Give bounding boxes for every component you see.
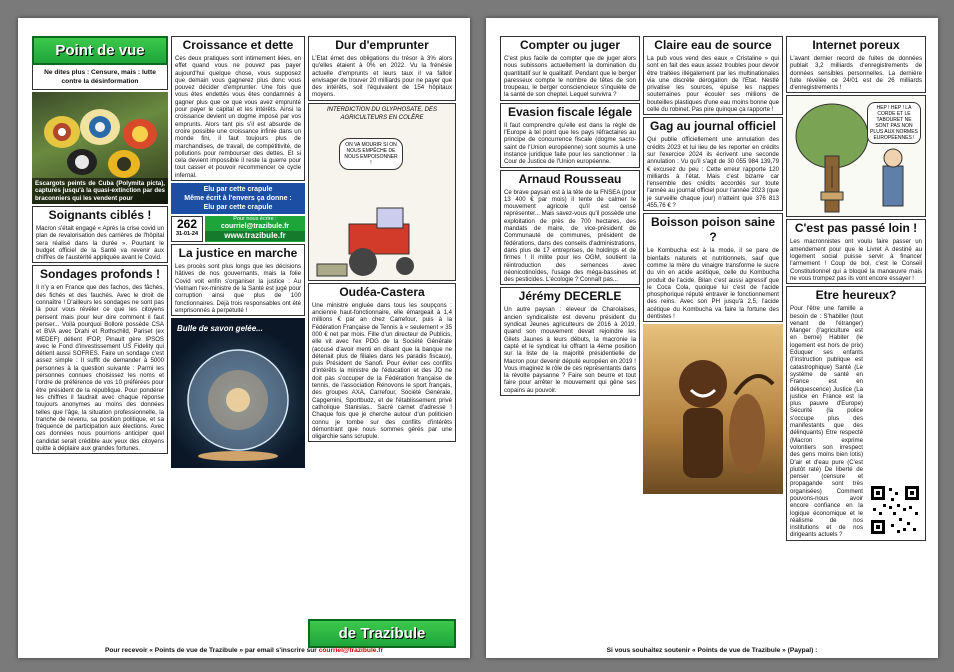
oudea-title: Oudéa-Castera xyxy=(339,284,425,299)
decerle-article xyxy=(500,287,640,396)
website-link[interactable]: www.trazibule.fr xyxy=(205,231,305,241)
eau-body: La pub vous vend des eaux « Cristaline » qui sont en fait des eaux assez troubles pour devoir être traitées illégalement par les multinationales via une discrète dérogation de l'Etat. Nestlé privatise les sources, épuise les nappes souterraines pour écouler ses millions de bouteilles plastiques d'une eau moins bonne que celle du robinet. Pas pire quinque ça rapporte ! xyxy=(647,55,779,114)
oudea-body: Une ministre engluée dans tous les soupçons : ancienne haut-fonctionnaire, elle émargeait à 1,4 millions € par an chez Carrefour, puis à la Fédération Française de Tennis à « seulement » 35 000 € net par mois. Fille d'un directeur de Publicis, elle vit avec l'ex PDG de la Société Générale (accusé d'avoir menti en disant que la banque ne détenait plus de filiales dans les paradis fiscaux), puis Président de Sanofi. Pour éviter ces conflits d'intérêts la ministre de l'éducation et des JO ne doit pas s'occuper de la Fédération française de tennis, de l'association Rénovons le sport français, des groupes AXA, Carrefour, Société Générale, Capgemini, Sportbudz, et de l'établissement privé catholique Stanislas.. Sacré carnet d'adresse ! Chaque fois que je cherche autour d'un politicien connu je tombe sur des conflits d'intérêts démontrant que nous sommes gérés par une oligarchie sans scrupule. xyxy=(312,301,452,441)
glyphosate-cartoon xyxy=(308,103,456,281)
oudea-article xyxy=(308,283,456,443)
emprunt-article xyxy=(308,36,456,101)
poreux-title: Internet poreux xyxy=(812,38,900,52)
left-column-1 xyxy=(32,36,168,648)
rousseau-body: Ce brave paysan est à la tête de la FNSEA (pour 13 400 € par mois) il tente de calmer le mouvement agricole qu'il est censé représenter... Mais savez-vous qu'il possède une exploitation de près de 700 hectares, des mandats de maire, de vice-président de Communauté de communes, président de fédérations, dans des conseils d'administrations, dans plus de 17 entreprises, de holdings et de firmes ! Il milite pour les OGM, soutient la réintroduction des semences avec néonicotinoïdes, l'usage des méga-bassines et des pesticides. L'écologie ? Connaît pas... xyxy=(504,188,636,284)
tagline-box xyxy=(32,65,168,90)
sondages-body: Il n'y a en France que des fachos, des fâchés, des fichés et des fauchés. Avec le droit de connaître ! D'ailleurs les sondages ne sont pas là pour vous révéler ce que les citoyens pensent mais pour leur dire comment il faut penser... Voilà pourquoi Bolloré possède CSA et BVA avec Drahi et Rothschild, Pariset (ex MEDEF) détient IFOP, Pinault gère IPSOS avec le Fond d'investissement US Fidelity qui détient aussi SOFRES. Faire un sondage c'est assez simple : Il suffit de demander à 5000 personnes à la question suivante : Parmi les personnes connues choisissez les noms et l'ordre de préférence de vos 10 préférées pour être président de la république. Pour pondérer les chiffres il faudrait avec chaque réponse toujours anonymes au moins des données telles que l'âge, la situation professionnelle, la tranche de revenu, sa position politique, et sa fréquence de participation aux élections. Avec ces données nous pourrions anticiper quel candidat serait crédible aux yeux des citoyens quitte à déplaire aux grandes fortunes. xyxy=(36,284,164,453)
loin-article xyxy=(786,219,926,284)
snails-caption: Escargots peints de Cuba (Polymita picta), capturés jusqu'à la quasi-extinction par des braconniers qui les vendent pour xyxy=(32,178,168,204)
decerle-body: Un autre paysan : éleveur de Charolaises, ancien syndicaliste est devenu président du syndicat Jeunes agriculteurs de 2016 à 2019, quand son mouvement devait rejoindre les Gilets Jaunes à leurs débuts, la macronie la capté et le syndicat lui offrant la 4ème position sur la liste de la majorité présidentielle de Macron pour devenir député européen en 2019 ! Vous imaginez le rôle de ces représentants dans la révolte paysanne ? Faire son beurre et tout faire pour arrêter le mouvement qui gêne ses copains au pouvoir. xyxy=(504,306,636,394)
crapule-line-3: Elu par cette crapule xyxy=(203,204,273,212)
left-column-2 xyxy=(171,36,305,648)
issue-number: 262 xyxy=(176,217,198,232)
right-column-1 xyxy=(500,36,640,648)
soignants-article xyxy=(32,206,168,263)
loin-body: Les macronnistes ont voulu faire passer un amendement pour que le Livret A destiné au logement social puisse servir à financer l'armement ! Coup de bol, c'est le Conseil Constitutionnel qui a bloqué la manœuvre mais ne vous trompez pas ils vont encore essayer ! xyxy=(790,238,922,282)
issue-box xyxy=(171,216,203,242)
soignants-title: Soignants ciblés ! xyxy=(48,208,152,222)
left-column-3 xyxy=(308,36,456,648)
rousseau-article xyxy=(500,170,640,286)
point-de-vue-banner: Point de vue xyxy=(32,36,168,65)
heureux-body: Pour l'être une famille a besoin de : S'habiller (tout venant de l'étranger) Manger (l'agriculture est en berne) Habiter (le logement est hors de prix) Eduquer ses enfants (l'instruction publique est catastrophique) Santé (Le système de santé en France est en déliquescence) Justice (La justice en France est la plus pauvre d'Europe) Sécurité (la police s'occupe plus des manifestants que des délinquants) Etre respecté (Macron exprime volontiers son irrespect des gens moins bien lotis) D'air et d'eau pure (C'est plutôt raté) De liberté de penser (censure et propagande sont très organisées) Comment pouvons-nous avoir encore confiance en la logique économique et le réalisme de nos institutions et de nos dirigeants actuels ? xyxy=(790,305,863,539)
snails-photo xyxy=(32,92,168,204)
left-page xyxy=(18,18,470,658)
gag-title: Gag au journal officiel xyxy=(649,119,777,134)
poreux-article xyxy=(786,36,926,93)
poison-article xyxy=(643,213,783,322)
tagline: Ne dites plus : Censure, mais : lutte contre la désinformation xyxy=(44,69,156,85)
issue-info xyxy=(171,216,305,242)
bubble-caption: Bulle de savon gelée... xyxy=(177,324,263,334)
emprunt-title: Dur d'emprunter xyxy=(335,38,429,52)
eau-article xyxy=(643,36,783,115)
gag-body: Qui publie officiellement une annulation des crédits 2023 et lui lieu de les reporter en crédits sur l'exercice 2024 ils écrivent une seconde annulation : Vu qu'il s'agit de 30 055 984 139,79 € excusez du peu : Cette erreur rapporte 120 milliards à l'état. Mais c'est bizarre car l'ensemble des crédits accordés sur toute l'année au journal officiel pour l'année 2023 (que je surveille chaque jour) n'atteint que 376 813 455,76 € ? xyxy=(647,136,779,210)
croissance-title: Croissance et dette xyxy=(182,38,294,52)
left-footer-email[interactable]: courriel@trazibule.fr xyxy=(318,647,384,654)
heureux-article xyxy=(786,286,926,541)
evasion-title: Evasion fiscale légale xyxy=(507,104,633,119)
frozen-bubble-photo xyxy=(171,318,305,468)
justice-body: Les procès sont plus longs que les décisions hâtives de nos gouvernants, mais la folie Covid voit enfin s'organiser la justice : Au Vietnam l'ex-ministre de la Santé est jugé pour corruption ainsi que plus de 100 fonctionnaires. Déjà trois responsables ont été emprisonnés à perpétuité ! xyxy=(175,263,301,314)
crapule-banner xyxy=(171,183,305,214)
left-footer xyxy=(18,647,470,654)
cartoon-speech-bubble: ON VA MOURIR SI ON NOUS EMPÊCHE DE NOUS EMPOISONNER ! xyxy=(339,138,403,170)
crapule-line-1: Elu par cette crapule xyxy=(203,186,273,194)
left-footer-text: Pour recevoir « Points de vue de Trazibule » par email s'inscrire sur xyxy=(104,647,319,654)
eau-title: Claire eau de source xyxy=(654,38,772,52)
right-column-3 xyxy=(786,36,926,648)
loin-title: C'est pas passé loin ! xyxy=(794,221,918,236)
bubble-illustration xyxy=(171,318,305,468)
child-goat-photo xyxy=(643,324,783,494)
compter-title: Compter ou juger xyxy=(519,38,620,52)
right-column-2 xyxy=(643,36,783,648)
justice-article xyxy=(171,244,305,316)
evasion-body: Il faut comprendre qu'elle est dans la règle de l'Europe à tel point que les pays réfractaires au principe de concurrence fiscale (dogme sacro-saint de l'Union européenne) sont soumis à une instance juridique faite pour les sanctionner : la Cour de Justice de l'Union européenne. xyxy=(504,121,636,166)
emprunt-body: L'Etat émet des obligations du trésor à 3% alors qu'elles étaient à 0% en 2022. Vu la frénésie actuelle d'emprunts et leurs taux il va falloir envisager de trouver 20 milliards pour ne payer que des intérêts, soit l'équivalent de 154 hôpitaux moyens. xyxy=(312,55,452,99)
sondages-article xyxy=(32,265,168,454)
qr-icon xyxy=(869,484,921,536)
croissance-body: Ces deux pratiques sont intimement liées, en effet quand vous ne pouvez pas payer aujourd'hui quelque chose, vous supposez que demain vous gagnerez plus donc vous pouvez décider d'emprunter. Une fois que vous êtes endettés vous êtes condamnés à gagner plus que ce que vous avez emprunté pour payer le capital et les intérêts. Ainsi la croissance devient un dogme imposé par vos emprunts. Alors tant pis s'il est absurde de croire possible une croissance infinie dans un monde fini, il faut toujours plus de marchandises, de travail, de compétitivité, de pollutions pour rembourser des dettes. Et si cela devient impossible il reste la guerre pour tout casser et pouvoir recommencer ce cycle infernal. xyxy=(175,55,301,179)
cartoon-title: INTERDICTION DU GLYPHOSATE, DES AGRICULTEURS EN COLÈRE xyxy=(326,106,438,121)
poison-body: Le Kombucha est à la mode, il se pare de bienfaits naturels et nutritionnels, sauf que comme la mère du vinaigre transforme le sucre du vin en acide acétique, celle du Kombucha produit de l'acide. Bilan c'est aussi agressif que le Coca Cola, quoique lui c'est de l'acide phosphorique réputé entraver le fonctionnement des reins. Avec son PH jusqu'à 2,5, l'acide acétique du Kombucha va faire la fortune des dentistes ! xyxy=(647,247,779,321)
poison-title: Boisson poison saine ? xyxy=(650,215,776,245)
rousseau-title: Arnaud Rousseau xyxy=(518,171,622,186)
tree-speech-bubble: HEP ! HEP ! LA CORDE ET LE TABOURET NE SONT PAS NON PLUS AUX NORMES EUROPÉENNES ! xyxy=(867,102,921,144)
sondages-title: Sondages profonds ! xyxy=(40,267,160,282)
contact-label: Pour nous écrire : xyxy=(233,216,277,223)
heureux-title: Etre heureux? xyxy=(815,288,897,303)
right-footer: Si vous souhaitez soutenir « Points de vue de Trazibule » (Paypal) : xyxy=(606,647,818,654)
crapule-line-2: Même écrit à l'envers ça donne : xyxy=(184,195,292,203)
child-goat-illustration xyxy=(643,324,783,494)
paypal-qr-code[interactable] xyxy=(869,484,921,536)
right-page xyxy=(486,18,938,658)
issue-date: 31-01-24 xyxy=(175,231,199,238)
evasion-article xyxy=(500,103,640,168)
trazibule-banner: de Trazibule xyxy=(308,619,456,648)
justice-title: La justice en marche xyxy=(178,246,298,261)
croissance-article xyxy=(171,36,305,181)
soignants-body: Macron s'était engagé « Après la crise covid un plan de revalorisation des carrières de l'hôpital sera réalisé dans la durée ». Pourtant le budget officiel de la Santé va revenir aux chiffres de l'austérité appliquée avant le Covid. xyxy=(36,225,164,262)
tree-cartoon xyxy=(786,95,926,217)
compter-body: C'est plus facile de compter que de juger alors nous subissons actuellement la domination du quantitatif sur le qualitatif. Pendant que le berger paresseux compte le nombre de têtes de son troupeau, le berger consciencieux s'inquiète de la santé de son cheptel. Lequel survivra ? xyxy=(504,55,636,99)
decerle-title: Jérémy DECERLE xyxy=(518,289,622,304)
contact-box xyxy=(205,216,305,242)
contact-email[interactable]: courriel@trazibule.fr xyxy=(220,223,290,231)
compter-article xyxy=(500,36,640,101)
gag-article xyxy=(643,117,783,211)
poreux-body: L'avant dernier record de fuites de données publait 3,2 milliards d'enregistrements de données sensibles personnelles. La dernière fuite révélée ce 24/01 est de 26 milliards d'enregistrements ! xyxy=(790,55,922,92)
